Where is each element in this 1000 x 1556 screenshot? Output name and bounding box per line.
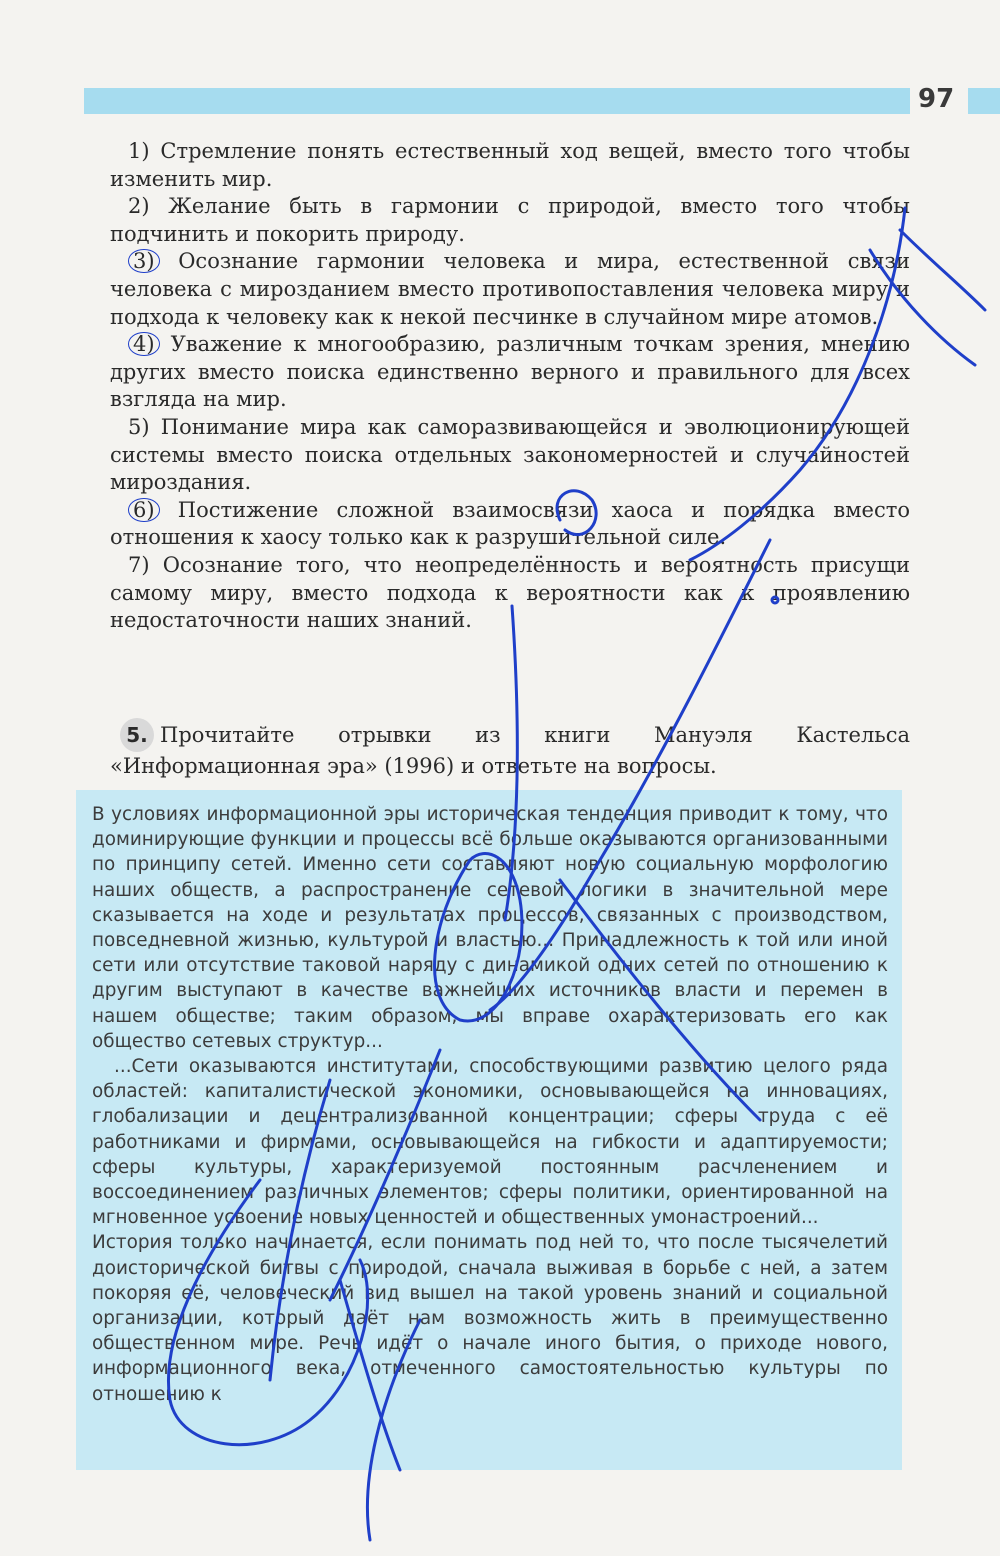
task-text: Прочитайте отрывки из книги Мануэля Кастельса «Информационная эра» (1996) и ответьте на вопросы. bbox=[110, 723, 910, 778]
list-item-text: Осознание гармонии человека и мира, естественной связи человека с мирозданием вместо противопоставления человека миру и подхода к человеку как к некой песчинке в случайном мире атомов. bbox=[110, 249, 910, 329]
list-item bbox=[110, 248, 910, 331]
list-item-text: Понимание мира как саморазвивающейся и эволюционирующей системы вместо поиска отдельных закономерностей и случайностей мироздания. bbox=[110, 414, 910, 495]
list-item bbox=[110, 138, 910, 193]
list-item-text: Желание быть в гармонии с природой, вместо того чтобы подчинить и покорить природу. bbox=[110, 194, 910, 246]
quote-paragraph: ...Сети оказываются институтами, способствующими развитию целого ряда областей: капиталистической экономики, основывающейся на инновациях, глобализации и децентрализованной концентрации; сферы труда с её работниками и фирмами, основывающейся на гибкости и адаптируемости; сферы культуры, характеризуемой постоянным расчленением и воссоединением различных элементов; сферы политики, ориентированной на мгновенное усвоение новых ценностей и общественных умонастроений... bbox=[92, 1056, 888, 1229]
page-number: 97 bbox=[918, 84, 955, 114]
list-item-number: 5) bbox=[128, 414, 150, 439]
list-item-number-circled: 4) bbox=[128, 332, 160, 356]
list-item bbox=[110, 414, 910, 497]
quote-paragraph: В условиях информационной эры историческая тенденция приводит к тому, что доминирующие функции и процессы всё больше оказываются организованными по принципу сетей. Именно сети составляют новую социальную морфологию наших обществ, а распространение сетевой логики в значительной мере сказывается на ходе и результатах процессов, связанных с производством, повседневной жизнью, культурой и властью... Принадлежность к той или иной сети или отсутствие таковой наряду с динамикой одних сетей по отношению к другим выступают в качестве важнейших источников власти и перемен в нашем обществе; таким образом, мы вправе охарактеризовать его как общество сетевых структур... bbox=[92, 804, 888, 1052]
list-item bbox=[110, 331, 910, 414]
list-item bbox=[110, 552, 910, 635]
list-item-text: Постижение сложной взаимосвязи хаоса и порядка вместо отношения к хаосу только как к разрушительной силе. bbox=[110, 497, 910, 550]
list-item-number-circled: 3) bbox=[128, 249, 160, 273]
task-heading bbox=[110, 718, 910, 780]
numbered-list bbox=[110, 138, 910, 635]
list-item-number-circled: 6) bbox=[128, 498, 160, 522]
list-item-number: 7) bbox=[128, 552, 150, 577]
header-accent-bar bbox=[84, 88, 910, 114]
quote-text bbox=[92, 802, 888, 1407]
list-item-number: 1) bbox=[128, 139, 150, 163]
list-item-number: 2) bbox=[128, 194, 150, 219]
list-item bbox=[110, 193, 910, 248]
task-number-badge: 5. bbox=[120, 718, 154, 752]
list-item-text: Стремление понять естественный ход вещей, вместо того чтобы изменить мир. bbox=[110, 139, 910, 191]
quote-paragraph: История только начинается, если понимать под ней то, что после тысячелетий доисторической битвы с природой, сначала выживая в борьбе с ней, а затем покоряя её, человеческий вид вышел на такой уровень знаний и социальной организации, который даёт нам возможность жить в преимущественно общественном мире. Речь идёт о начале иного бытия, о приходе нового, информационного века, отмеченного самостоятельностью культуры по отношению к bbox=[92, 1232, 888, 1405]
list-item-text: Уважение к многообразию, различным точкам зрения, мнению других вместо поиска единственно верного и правильного для всех взгляда на мир. bbox=[110, 332, 910, 412]
list-item-text: Осознание того, что неопределённость и вероятность присущи самому миру, вместо подхода к вероятности как к проявлению недостаточности наших знаний. bbox=[110, 552, 910, 633]
header-accent-bar-right bbox=[968, 88, 1000, 114]
list-item bbox=[110, 497, 910, 552]
